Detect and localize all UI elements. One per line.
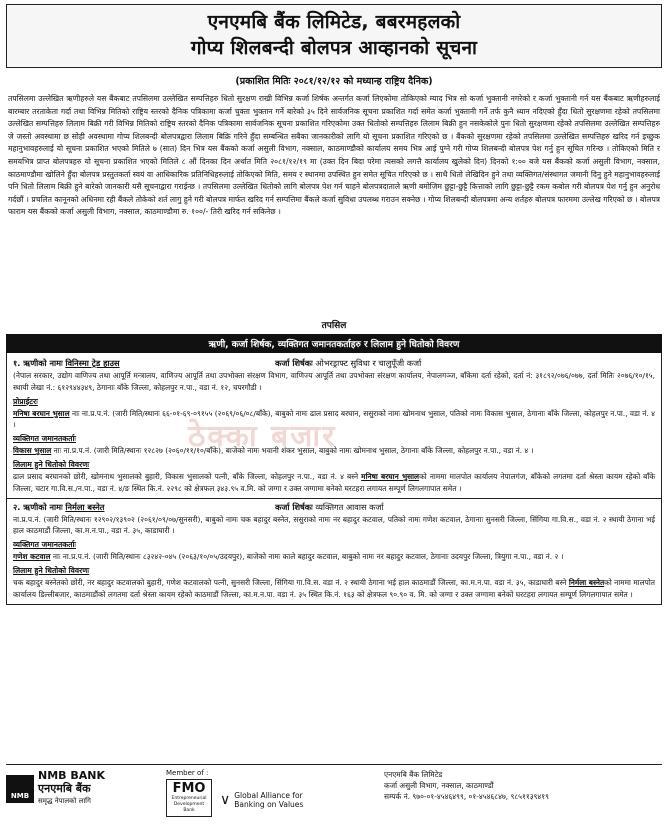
fmo-logo-text: FMO — [172, 781, 206, 796]
member-block — [158, 769, 376, 817]
contact-phone: सम्पर्क नं. ९७०-०१-४५४६४९९, ०१-४५४६८४७, ९८५११३९४१९ — [384, 792, 549, 801]
borrower2-collateral-owner: निर्मला बस्नेत — [568, 577, 605, 587]
borrower2-loan-type: व्यक्तिगत आवास कर्जा — [315, 501, 384, 512]
borrower2-header — [13, 501, 655, 514]
gabv-line1: Global Alliance for — [234, 791, 303, 800]
notice-title-box — [6, 4, 662, 68]
borrower1-proprietor-label: प्रोप्राईटरः — [13, 396, 38, 406]
borrower2-guarantor — [13, 551, 655, 563]
published-date: (प्रकाशित मितिः २०८१/१२/१२ को मध्यान्ह राष्ट्रिय दैनिक) — [235, 76, 433, 87]
borrower1-collateral — [13, 471, 655, 495]
borrower1-collateral-owner: मनिषा बरघान भुसाल — [361, 471, 420, 481]
notice-title-line1: एनएमबि बैंक लिमिटेड, बबरमहलको — [207, 11, 461, 33]
contact-bank-name: एनएमबि बैंक लिमिटेड — [384, 770, 443, 779]
intro-paragraph: तपसिलमा उल्लेखित ऋणीहरुले यस बैंकबाट तपसिलमा उल्लेखित सम्पत्तिहरु धितो सुरक्षण राखी विभिन्न कर्जा शिर्षक अन्तर्गत कर्जा लिएकोमा तोकिएको म्याद भित्र सो कर्जा भुक्तानी नगरेको र कर्जा भुक्तानी गर्न यस बैंकबाट ऋणीहरुलाई बारम्बार तरताकेता गर्दा तथा विभिन्न मितिको राष्ट्रिय स्तरको दैनिक पत्रिकामा कर्जा चुक्ता भुक्तान गर्ने बारेको ३५ दिने सार्वजनिक सूचना प्रकाशित गर्दा समेत कर्जा भुक्तानी गर्ने तर्फ कुनै ध्यान नदिएको हुँदा धितो सुरक्षणमा रहेको तपसिलमा उल्लेखित सम्पत्तिहरु लिलाम बिक्री गरी विभिन्न मितिको राष्ट्रिय स्तरको दैनिक पत्रिकामा सार्वजनिक सूचना प्रकाशित गरिएकोमा उक्त धितोको सम्पत्तिहरु लिलाम बिक्री हुन नसकेकोले पुनः धितो सुरक्षणमा रहेको तपसिलमा उल्लेखित सम्पत्तिहरु जे जस्तो अवस्थामा छ सोही अवस्थामा गोप्य शिलबन्दी बोलपत्रद्वारा लिलाम बिक्रि गरिने हुँदा सम्बन्धित सबैका जानकारीको लागि यो सूचना प्रकाशित गरिएको छ । बैंकको सुरक्षणमा रहेको तपसिलमा उल्लेखित सम्पत्तिहरु खरिद गर्न इच्छुक महानुभावहरुलाई यो सूचना प्रकाशित भएको मितिले ७ (सात) दिन भित्र यस बैंकको कर्जा असुली विभाग, नक्साल, काठमाण्डौको कार्यालय समय भित्र आई पुग्ने गरी गोप्य शिलबन्दी बोलपत्र पेश गर्नु हुन सूचित गरिन्छ । तोकिएको मिति र समयभित्र प्राप्त बोलपत्रहरु यो सूचना प्रकाशित भएको मितिले ८ औं दिनका दिन अर्थात मिति २०८१/१२/१९ मा (उक्त दिन बिदा परेमा त्यसको लगत्तै कार्यालय खुलेको दिन) दिनको १:०० बजे यस बैंकको कर्जा असुली विभाग, नक्साल, काठमाण्डौमा खोलिने हुँदा बोलपत्र प्रस्तुतकर्ता स्वयं वा आधिकारिक प्रतिनिधिहरुलाई तोकिएको मिति, समय र स्थानमा उपस्थित हुन समेत सूचित गरिएको छ । साथै धितो लेखिदिन हुने तथा व्यक्तिगत/संस्थागत जमानी दिनु हुने महानुभावहरुलाई पनि धितो लिलाम बिक्री हुने बारेको जानकारी यसै सूचनाद्वारा गराईन्छ । तपसिलमा उल्लेखित धितोको लागि बोलपत्र पेश गर्न चाहने बोलपत्रदाताले ऋणी बमोजिम छुट्टा-छुट्टै कित्ताको लागि छुट्टा-छुट्टै रकम कबोल गरी बोलपत्र पेश गर्नु हुन अनुरोध गर्दछौं । प्रचलित कानूनको अधिनमा रही बैंकले तोकेको शर्त लागु हुने गरी बोलपत्र मार्फत खरिद गर्न सम्पत्तिमा बैंकले कर्जा सुविधा उपलब्ध गराउन सक्नेछ । गोप्य शिलबन्दी बोलपत्रमा अन्य शर्तहरु बोलपत्र फारममा उल्लेख गरिएको छ । बोलपत्र फाराम यस बैंकको कर्जा असुली विभाग, नक्साल, काठमाण्डौमा रु. १००/- तिरी खरिद गर्न सकिनेछ । — [8, 94, 660, 217]
borrower1-name: विनिस्मा ट्रेड हाउस — [65, 358, 120, 368]
borrower1-guarantor-label: व्यक्तिगत जमानतकर्ताः — [13, 434, 76, 444]
borrower2-guarantor-label: व्यक्तिगत जमानतकर्ताः — [13, 540, 76, 550]
annex-label: तपसिल — [321, 321, 347, 331]
borrower1-collateral-label: लिलाम हुने धितोको विवरणः — [13, 459, 90, 469]
notice-title-line2: गोप्य शिलबन्दी बोलपत्र आव्हानको सूचना — [190, 37, 478, 59]
borrower2-collateral — [13, 577, 655, 601]
nmb-brand-en: NMB BANK — [38, 769, 105, 782]
borrower2-guarantor-name: गणेश कटवाल — [13, 552, 51, 562]
borrower1-loan-type: ओभरड्राफ्ट सुविधा र चालुपूँजी कर्जा — [315, 358, 422, 368]
borrower2-loan-label: कर्जा शिर्षकः — [275, 501, 313, 512]
borrower1-collateral-pre: ढाल प्रसाद बरघानको छोरी, खोमनाथ भुसालको बुहारी, विकास भुसालको पत्नी, बाँके जिल्ला, कोहलपुर न.पा., वडा नं. ४ बस्ने — [13, 471, 362, 481]
fmo-logo-subtext: Entrepreneurial Development Bank — [171, 796, 207, 813]
borrower2-collateral-post: को नाममा मालपोत कार्यालय डिल्लीबजार, काठमाडौंको लगतमा दर्ता श्रेस्ता कायम रहेको काठमाडौं जिल्ला, का.म.न.पा. वडा नं. ३५ स्थित कि.नं. १६३ को क्षेत्रफल ९०.९० व. मि. को जग्गा र उक्त जग्गामा बनेको घरटहरा लगायत सम्पूर्ण लिगलगापात समेत । — [13, 577, 655, 599]
borrower1-collateral-post: को नाममा मालपोत कार्यालय नेपालगंज, बाँकेको लगतमा दर्ता श्रेस्ता कायम रहेको बाँके जिल्ला, चटार गा.वि.स./न.पा., वडा नं. ४/ङ स्थित कि.नं. २२९८ को क्षेत्रफल ३४३.९५ व.मि. को जग्गा र उक्त जग्गामा बनेको घरटहरा लगायत सम्पूर्ण लिगलगापात समेत । — [13, 471, 655, 493]
nmb-brand-text — [38, 769, 105, 808]
contact-block — [376, 769, 662, 802]
fmo-logo — [166, 779, 212, 817]
borrower1-proprietor-name: मनिषा बरघान भुसाल — [13, 408, 70, 418]
borrower1-proprietor-details: नाः ना.प्र.प.नं. (जारी मिति/स्थानः ६६-०१-६९-०९१५५ (२०६९/०६/०८/बाँके), बाबुको नामः ढाल प्रसाद बरघान, ससुराको नामः खोमनाथ भुसाल, पतिको नामः विकास भुसाल, ठेगानाः बाँके जिल्ला, कोहलपुर न.पा., वडा नं. ४ । — [13, 408, 655, 430]
borrower2-collateral-pre: चक बहादुर बस्नेतको छोरी, नर बहादुर कटवालको बुहारी, गणेश कटवालको पत्नी, सुनसरी जिल्ला, सिंगिया गा.वि.स. वडा नं. २ स्थायी ठेगाना भई हाल काठमाडौं जिल्ला, का.म.न.पा. वडा नं. ३५, काडाघारी बस्ने — [13, 577, 569, 587]
borrower2-collateral-label: लिलाम हुने धितोको विवरणः — [13, 565, 90, 575]
gabv-v-icon: ∨ — [220, 791, 231, 808]
nmb-logo-block — [6, 769, 158, 808]
borrower1-guarantor-name: विकास भुसाल — [13, 446, 52, 456]
borrower2-guarantor-details: नाः ना.प्र.प.नं. (जारी मिति/स्थानः ८३२४२-०४५ (२०६३/१०/०५/उदयपुर), बाजेको नामः काले बहादुर कटवाल, बाबुको नामः नर बहादुर कटवाल, ठेगानाः उदयपुर जिल्ला, त्रियुगा न.पा., वडा नं. २ । — [52, 552, 564, 562]
borrower1-name-label: १. ऋणीको नामः — [13, 358, 63, 368]
borrower-divider — [7, 498, 661, 499]
member-label: Member of : — [166, 769, 209, 777]
borrower1-loan-label: कर्जा शिर्षकः — [275, 358, 313, 368]
nmb-tagline: समृद्ध नेपालको लागि — [38, 797, 91, 805]
member-logos — [166, 779, 376, 817]
contact-department: कर्जा असुली विभाग, नक्साल, काठमाण्डौं — [384, 781, 494, 790]
details-frame — [6, 353, 662, 605]
borrower1-guarantor-details: नाः ना.प्र.प.नं. (जारी मिति/स्थानः १२८२७ (२०६०/११/१०/बाँके), बाजेको नामः भवानी शंकर भुसाल, बाबुको नामः खोमनाथ भुसाल, ठेगानाः बाँके जिल्ला, कोहलपुर न.पा., वडा नं. ४ । — [53, 446, 534, 456]
nmb-brand-np: एनएमबि बैंक — [38, 782, 91, 795]
section-title: ऋणी, कर्जा शिर्षक, व्यक्तिगत जमानतकर्ताहरु र लिलाम हुने धितोको विवरण — [6, 334, 662, 353]
borrower2-name: निर्मला बस्नेत — [65, 501, 105, 512]
watermark-logo: ठेक्का बजार — [188, 419, 337, 454]
borrower1-header — [13, 357, 655, 370]
gabv-line2: Banking on Values — [234, 800, 304, 809]
borrower1-details: (नेपाल सरकार, उद्योग वाणिज्य तथा आपूर्ति मन्त्रालय, वाणिज्य आपूर्ति तथा उपभोक्ता संरक्षण विभाग, वाणिज्य आपूर्ति तथा उपभोक्ता संरक्षण कार्यालय, नेपालगञ्ज, बाँकेमा दर्ता रहेको, दर्ता नं: ३१८९२/०७६/०७७, दर्ता मितिः २०७६/१०/१५, स्थायी लेखा नं.: ६१२९४४३४९, ठेगानाः बाँके जिल्ला, कोहलपुर न.पा., वडा नं. १२, चपरगौडी । — [13, 371, 655, 392]
nmb-logo-icon: NMB — [6, 775, 34, 803]
borrower2-details: ना.प्र.प.नं. (जारी मिति/स्थानः १२९०२/१३९०२ (२०६१/०९/०७/सुनसरी), बाबुको नामः चक बहादुर बस्नेत, ससुराको नामः नर बहादुर कटवाल, पतिको नामः गणेश कटवाल, ठेगानाः सुनसरी जिल्ला, सिंगिया गा.वि.स., वडा नं. २ स्थायी ठेगाना भई हाल काठमाडौं जिल्ला, का.म.न.पा., वडा नं. ३५, काडाघारी । — [13, 514, 655, 536]
gabv-logo — [220, 791, 303, 809]
footer — [6, 764, 662, 830]
borrower2-name-label: २. ऋणीको नामः — [13, 501, 63, 512]
